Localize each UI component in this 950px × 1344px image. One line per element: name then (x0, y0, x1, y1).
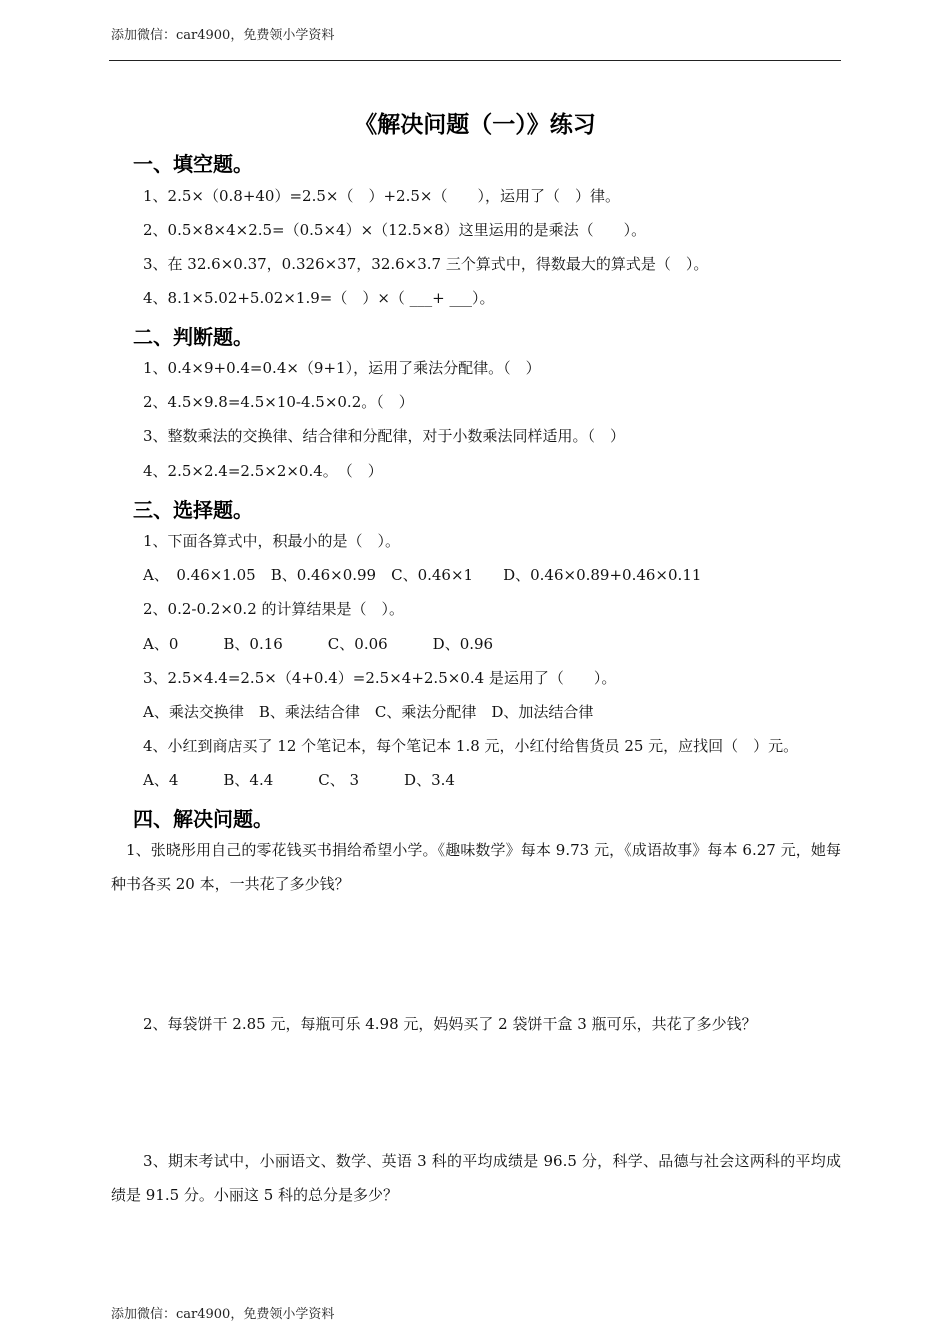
choice-options-2: A、0 B、0.16 C、0.06 D、0.96 (143, 635, 494, 653)
header-divider (109, 60, 841, 61)
choice-options-1: A、 0.46×1.05 B、0.46×0.99 C、0.46×1 D、0.46×0.89+0.46×0.11 (143, 566, 702, 584)
page-header-text: 添加微信：car4900，免费领小学资料 (111, 28, 335, 43)
word-problem-2: 2、每袋饼干 2.85 元，每瓶可乐 4.98 元，妈妈买了 2 袋饼干盒 3 瓶可乐，共花了多少钱？ (143, 1015, 757, 1033)
choice-question-2: 2、0.2-0.2×0.2 的计算结果是（ ）。 (143, 600, 405, 618)
word-problem-3: 3、期末考试中，小丽语文、数学、英语 3 科的平均成绩是 96.5 分，科学、品德与社会这两科的平均成绩是 91.5 分。小丽这 5 科的总分是多少？ (111, 1152, 841, 1204)
choice-question-4: 4、小红到商店买了 12 个笔记本，每个笔记本 1.8 元，小红付给售货员 25 元，应找回（ ）元。 (143, 737, 799, 755)
page-footer-text: 添加微信：car4900，免费领小学资料 (111, 1307, 335, 1322)
true-false-item-1: 1、0.4×9+0.4=0.4×（9+1），运用了乘法分配律。（ ） (143, 359, 541, 377)
word-problem-1: 1、张晓彤用自己的零花钱买书捐给希望小学。《趣味数学》每本 9.73 元，《成语故事》每本 6.27 元，她每种书各买 20 本，一共花了多少钱？ (111, 841, 841, 893)
section-heading-fill-blank: 一、填空题。 (133, 152, 253, 176)
section-heading-multiple-choice: 三、选择题。 (133, 498, 253, 522)
true-false-item-3: 3、整数乘法的交换律、结合律和分配律，对于小数乘法同样适用。（ ） (143, 427, 626, 445)
choice-question-3: 3、2.5×4.4=2.5×（4+0.4）=2.5×4+2.5×0.4 是运用了（ ）。 (143, 669, 617, 687)
true-false-item-2: 2、4.5×9.8=4.5×10-4.5×0.2。（ ） (143, 393, 414, 411)
fill-blank-item-4: 4、8.1×5.02+5.02×1.9=（ ）×（ ___+ ___）。 (143, 289, 495, 307)
choice-question-1: 1、下面各算式中，积最小的是（ ）。 (143, 532, 401, 550)
page-title: 《解决问题（一）》练习 (354, 112, 596, 138)
fill-blank-item-3: 3、在 32.6×0.37，0.326×37，32.6×3.7 三个算式中，得数最大的算式是（ ）。 (143, 255, 709, 273)
fill-blank-item-2: 2、0.5×8×4×2.5=（0.5×4）×（12.5×8）这里运用的是乘法（ ）。 (143, 221, 647, 239)
section-heading-word-problems: 四、解决问题。 (133, 807, 273, 831)
fill-blank-item-1: 1、2.5×（0.8+40）=2.5×（ ）+2.5×（ ），运用了（ ）律。 (143, 187, 620, 205)
choice-options-3: A、乘法交换律 B、乘法结合律 C、乘法分配律 D、加法结合律 (143, 703, 594, 721)
choice-options-4: A、4 B、4.4 C、 3 D、3.4 (143, 771, 455, 789)
section-heading-true-false: 二、判断题。 (133, 325, 253, 349)
true-false-item-4: 4、2.5×2.4=2.5×2×0.4。 （ ） (143, 462, 383, 480)
